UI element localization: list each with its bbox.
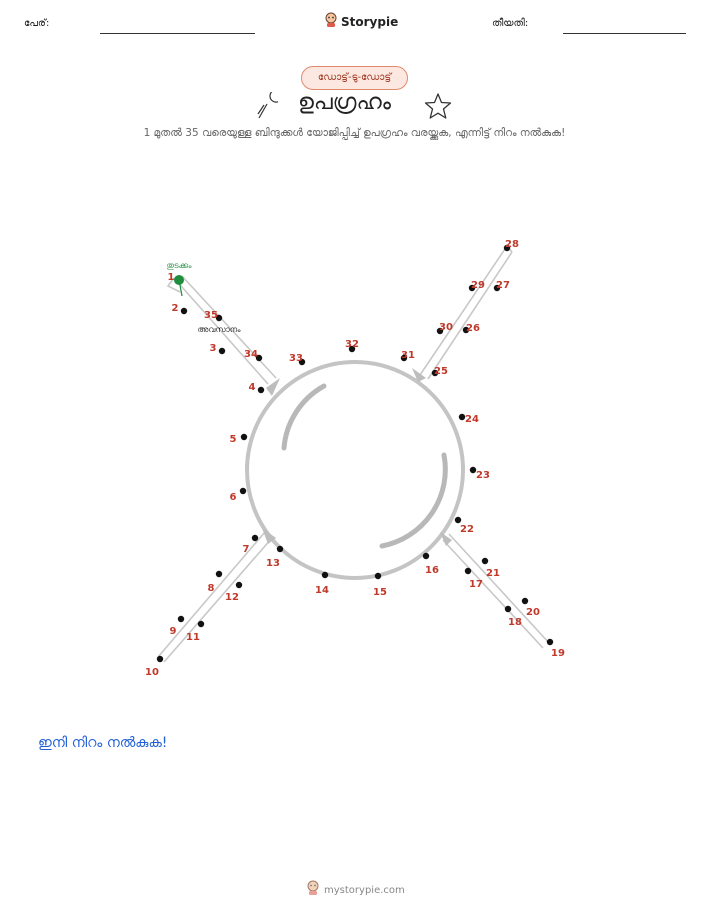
dot[interactable] <box>181 308 187 314</box>
dot-number: 11 <box>186 632 200 643</box>
dot-number: 6 <box>229 492 237 503</box>
dot-number: 20 <box>526 607 540 618</box>
dot[interactable] <box>375 573 381 579</box>
footer-url[interactable]: mystorypie.com <box>324 884 405 896</box>
dot-number: 26 <box>466 323 480 334</box>
dot-number: 24 <box>465 414 479 425</box>
dot[interactable] <box>465 568 471 574</box>
dot-number: 1 <box>167 272 175 283</box>
activity-badge: ഡോട്ട്-ടു-ഡോട്ട് <box>301 66 408 90</box>
dot[interactable] <box>241 434 247 440</box>
dot[interactable] <box>423 553 429 559</box>
dot[interactable] <box>252 535 258 541</box>
page-title: ഉപഗ്രഹം <box>298 90 391 115</box>
dot-number: 14 <box>315 585 329 596</box>
dot-number: 8 <box>207 583 215 594</box>
dot[interactable] <box>455 517 461 523</box>
dot-number: 29 <box>471 280 485 291</box>
dot-number: 30 <box>439 322 453 333</box>
dot[interactable] <box>219 348 225 354</box>
brand-name: Storypie <box>341 15 399 29</box>
name-label: പേര്: <box>24 18 50 29</box>
dot[interactable] <box>547 639 553 645</box>
satellite-guide-drawing <box>158 246 550 662</box>
dot-number: 21 <box>486 568 500 579</box>
dot[interactable] <box>216 571 222 577</box>
dot-number: 2 <box>171 303 179 314</box>
date-label: തീയതി: <box>492 18 529 29</box>
dot-number: 32 <box>345 339 359 350</box>
dot-number: 16 <box>425 565 439 576</box>
start-dot[interactable] <box>174 275 184 285</box>
dot-number: 34 <box>244 349 258 360</box>
dot-number: 3 <box>209 343 217 354</box>
dot[interactable] <box>522 598 528 604</box>
dot-number: 19 <box>551 648 565 659</box>
dot-number: 15 <box>373 587 387 598</box>
dot-number: 22 <box>460 524 474 535</box>
dot-number: 27 <box>496 280 510 291</box>
end-label: അവസാനം <box>197 325 241 334</box>
dot-number: 13 <box>266 558 280 569</box>
dot[interactable] <box>236 582 242 588</box>
start-label: തുടക്കം <box>166 261 192 270</box>
dot-number: 10 <box>145 667 159 678</box>
dot[interactable] <box>505 606 511 612</box>
instructions: 1 മുതൽ 35 വരെയുള്ള ബിന്ദുക്കൾ യോജിപ്പിച്ച് ഉപഗ്രഹം വരയ്ക്കുക, എന്നിട്ട് നിറം നൽകുക! <box>143 127 566 139</box>
dot-number: 28 <box>505 239 519 250</box>
dot-number: 18 <box>508 617 522 628</box>
dot[interactable] <box>157 656 163 662</box>
dot-number: 9 <box>169 626 177 637</box>
dot[interactable] <box>482 558 488 564</box>
dot-number: 35 <box>204 310 218 321</box>
dot[interactable] <box>240 488 246 494</box>
dot-number: 7 <box>242 544 250 555</box>
dot-number: 17 <box>469 579 483 590</box>
dot-number: 23 <box>476 470 490 481</box>
dot-number: 33 <box>289 353 303 364</box>
dot[interactable] <box>322 572 328 578</box>
footer <box>306 880 405 900</box>
dot-number: 12 <box>225 592 239 603</box>
dot[interactable] <box>178 616 184 622</box>
dot[interactable] <box>277 546 283 552</box>
storypie-logo-icon <box>306 880 320 900</box>
dot-number: 4 <box>248 382 256 393</box>
color-prompt: ഇനി നിറം നൽകുക! <box>38 735 168 751</box>
dot[interactable] <box>198 621 204 627</box>
dot-number: 5 <box>229 434 237 445</box>
dot-number: 25 <box>434 366 448 377</box>
dot-number: 31 <box>401 350 415 361</box>
dot[interactable] <box>258 387 264 393</box>
